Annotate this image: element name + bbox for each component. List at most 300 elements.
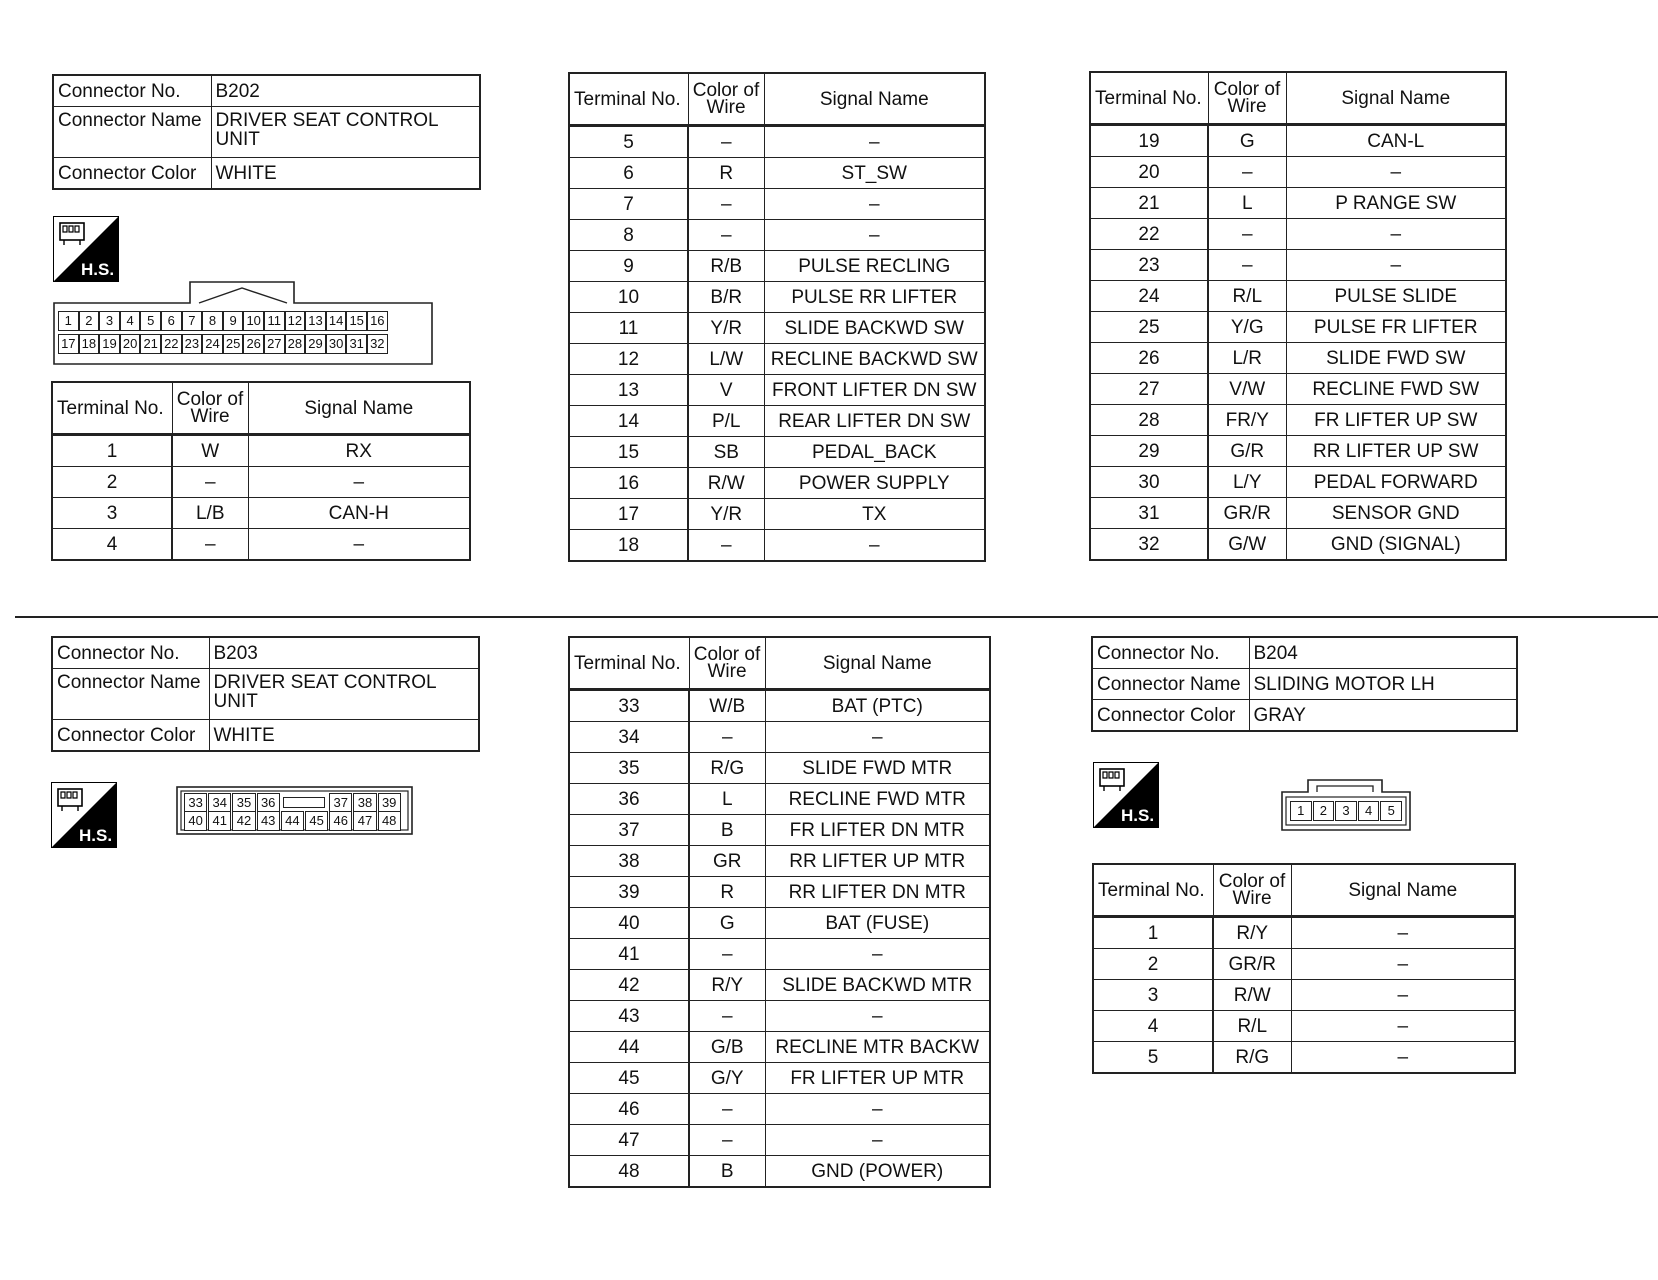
wire-color-cell: – [689, 1094, 765, 1125]
terminal-no-header: Terminal No. [569, 637, 689, 690]
signal-name-cell: BAT (FUSE) [765, 908, 990, 939]
color-of-wire-line-2: Wire [707, 661, 747, 682]
b203-name-line-1: DRIVER SEAT CONTROL [213, 672, 437, 693]
terminal-pin: 5 [140, 311, 161, 331]
color-of-wire-line-1: Color of [693, 643, 761, 665]
table-row [569, 468, 985, 499]
signal-name-cell: RR LIFTER UP SW [1286, 436, 1506, 467]
signal-name-cell: PULSE RR LIFTER [764, 282, 985, 313]
terminal-no-cell: 22 [1090, 219, 1208, 250]
table-row [1093, 917, 1515, 949]
terminal-pin: 5 [1380, 801, 1402, 821]
terminal-pin: 20 [120, 334, 141, 354]
wire-color-cell: B [689, 815, 765, 846]
table-row [569, 1094, 990, 1125]
terminal-pin: 34 [208, 793, 231, 813]
signal-name-cell: CAN-L [1286, 125, 1506, 157]
terminal-no-cell: 10 [569, 282, 688, 313]
terminal-no-cell: 47 [569, 1125, 689, 1156]
signal-name-cell: – [764, 220, 985, 251]
b204-no-value: B204 [1249, 637, 1517, 669]
color-of-wire-header [172, 382, 248, 435]
terminal-pin: 40 [184, 811, 207, 831]
signal-name-cell: – [1291, 949, 1515, 980]
signal-name-cell: CAN-H [248, 498, 470, 529]
terminal-pin: 45 [305, 811, 328, 831]
wire-color-cell: L [689, 784, 765, 815]
table-row [569, 313, 985, 344]
terminal-no-cell: 16 [569, 468, 688, 499]
color-of-wire-line-2: Wire [190, 406, 230, 427]
table-row [569, 1032, 990, 1063]
terminal-no-cell: 25 [1090, 312, 1208, 343]
terminal-no-cell: 28 [1090, 405, 1208, 436]
b204-rows [1093, 917, 1515, 1074]
b202-color-value: WHITE [211, 158, 480, 190]
table-row [569, 784, 990, 815]
terminal-no-cell: 1 [52, 435, 172, 467]
signal-name-cell: – [1291, 917, 1515, 949]
terminal-pin: 23 [182, 334, 203, 354]
terminal-no-cell: 8 [569, 220, 688, 251]
table-row [1093, 1011, 1515, 1042]
table-header-row [1090, 72, 1506, 125]
terminal-pin: 3 [1335, 801, 1357, 821]
signal-name-cell: – [765, 1125, 990, 1156]
terminal-pin: 37 [329, 793, 352, 813]
wire-color-cell: G/W [1208, 529, 1286, 561]
terminal-no-cell: 41 [569, 939, 689, 970]
terminal-no-header: Terminal No. [569, 73, 688, 126]
terminal-pin: 3 [99, 311, 120, 331]
wire-color-cell: R/L [1213, 1011, 1291, 1042]
wire-color-cell: GR/R [1213, 949, 1291, 980]
wire-color-cell: V [688, 375, 764, 406]
table-row [1090, 436, 1506, 467]
terminal-pin: 36 [257, 793, 280, 813]
color-of-wire-line-1: Color of [1213, 78, 1281, 100]
b203-color-value: WHITE [209, 720, 479, 752]
b202-rows-a [52, 435, 470, 561]
signal-name-header: Signal Name [765, 637, 990, 690]
section-divider [15, 616, 1658, 618]
table-row [1090, 219, 1506, 250]
signal-name-cell: RECLINE MTR BACKW [765, 1032, 990, 1063]
signal-name-cell: – [248, 529, 470, 561]
signal-name-cell: PEDAL FORWARD [1286, 467, 1506, 498]
terminal-pin: 1 [58, 311, 79, 331]
signal-name-cell: PULSE SLIDE [1286, 281, 1506, 312]
b203-connector-info [51, 636, 480, 752]
hs-label: H.S. [1121, 806, 1155, 825]
b204-name-row [1092, 669, 1517, 700]
terminal-no-cell: 45 [569, 1063, 689, 1094]
table-row [1093, 1042, 1515, 1074]
terminal-no-cell: 13 [569, 375, 688, 406]
terminal-pin: 26 [243, 334, 264, 354]
table-row [1090, 281, 1506, 312]
signal-name-cell: FR LIFTER UP MTR [765, 1063, 990, 1094]
terminal-no-cell: 18 [569, 530, 688, 562]
terminal-pin: 27 [264, 334, 285, 354]
terminal-no-cell: 7 [569, 189, 688, 220]
wire-color-cell: B/R [688, 282, 764, 313]
terminal-no-cell: 9 [569, 251, 688, 282]
terminal-pin: 19 [99, 334, 120, 354]
harness-side-icon [1093, 762, 1159, 828]
table-header-row [569, 73, 985, 126]
hs-label: H.S. [81, 260, 115, 279]
terminal-pin: 32 [367, 334, 388, 354]
table-row [1090, 250, 1506, 281]
table-row [569, 530, 985, 562]
terminal-no-cell: 1 [1093, 917, 1213, 949]
color-of-wire-header [1213, 864, 1291, 917]
key-slot [283, 797, 325, 808]
table-row [1090, 312, 1506, 343]
color-of-wire-header [688, 73, 764, 126]
terminal-pin: 41 [208, 811, 231, 831]
terminal-no-cell: 12 [569, 344, 688, 375]
wire-color-cell: R/W [688, 468, 764, 499]
table-row [569, 815, 990, 846]
table-row [569, 251, 985, 282]
table-row [1090, 188, 1506, 219]
signal-name-cell: RR LIFTER UP MTR [765, 846, 990, 877]
wire-color-cell: Y/G [1208, 312, 1286, 343]
terminal-pin: 4 [1358, 801, 1380, 821]
wire-color-cell: R/L [1208, 281, 1286, 312]
signal-name-cell: REAR LIFTER DN SW [764, 406, 985, 437]
color-of-wire-line-1: Color of [176, 388, 244, 410]
b202-name-line-2: UNIT [215, 129, 260, 150]
signal-name-cell: – [1286, 219, 1506, 250]
b204-color-row [1092, 700, 1517, 732]
terminal-no-cell: 46 [569, 1094, 689, 1125]
table-row [569, 1156, 990, 1188]
wire-color-cell: SB [688, 437, 764, 468]
b204-connector-info [1091, 636, 1518, 732]
signal-name-cell: BAT (PTC) [765, 690, 990, 722]
signal-name-cell: SLIDE BACKWD MTR [765, 970, 990, 1001]
terminal-pin: 38 [353, 793, 376, 813]
terminal-pin: 8 [202, 311, 223, 331]
table-row [569, 1063, 990, 1094]
terminal-pin: 18 [79, 334, 100, 354]
terminal-no-cell: 4 [52, 529, 172, 561]
wire-color-cell: – [688, 530, 764, 562]
connector-name-label: Connector Name [1092, 669, 1249, 700]
connector-name-label: Connector Name [52, 669, 209, 720]
wire-color-cell: R/Y [1213, 917, 1291, 949]
table-row [1090, 125, 1506, 157]
terminal-pin: 42 [232, 811, 255, 831]
terminal-no-cell: 3 [52, 498, 172, 529]
terminal-no-cell: 33 [569, 690, 689, 722]
terminal-no-cell: 4 [1093, 1011, 1213, 1042]
b202-name-value [211, 107, 480, 158]
wire-color-cell: P/L [688, 406, 764, 437]
table-row [569, 1001, 990, 1032]
terminal-no-cell: 30 [1090, 467, 1208, 498]
connector-color-label: Connector Color [1092, 700, 1249, 732]
table-row [52, 529, 470, 561]
table-header-row [569, 637, 990, 690]
b203-rows [569, 690, 990, 1188]
terminal-pin: 47 [353, 811, 376, 831]
wire-color-cell: G/B [689, 1032, 765, 1063]
terminal-pin: 9 [223, 311, 244, 331]
signal-name-header: Signal Name [764, 73, 985, 126]
terminal-no-cell: 27 [1090, 374, 1208, 405]
signal-name-cell: SLIDE FWD MTR [765, 753, 990, 784]
b203-terminal-table [568, 636, 991, 1188]
terminal-no-cell: 20 [1090, 157, 1208, 188]
signal-name-cell: SLIDE BACKWD SW [764, 313, 985, 344]
wire-color-cell: – [172, 467, 248, 498]
terminal-pin: 21 [140, 334, 161, 354]
wire-color-cell: GR [689, 846, 765, 877]
terminal-no-cell: 37 [569, 815, 689, 846]
connector-name-label: Connector Name [53, 107, 211, 158]
table-row [569, 126, 985, 158]
wire-color-cell: G [1208, 125, 1286, 157]
b202-no-value: B202 [211, 75, 480, 107]
terminal-pin: 4 [120, 311, 141, 331]
b202-connector-info [52, 74, 481, 190]
terminal-pin: 46 [329, 811, 352, 831]
terminal-no-cell: 23 [1090, 250, 1208, 281]
terminal-no-cell: 34 [569, 722, 689, 753]
terminal-pin: 15 [346, 311, 367, 331]
harness-side-icon [51, 782, 117, 848]
table-row [569, 939, 990, 970]
table-header-row [52, 382, 470, 435]
table-row [569, 406, 985, 437]
signal-name-cell: RECLINE FWD SW [1286, 374, 1506, 405]
table-row [1093, 949, 1515, 980]
wire-color-cell: L/B [172, 498, 248, 529]
wire-color-cell: G/Y [689, 1063, 765, 1094]
table-row [52, 498, 470, 529]
signal-name-cell: – [765, 939, 990, 970]
color-of-wire-line-2: Wire [1227, 96, 1267, 117]
signal-name-cell: GND (SIGNAL) [1286, 529, 1506, 561]
b203-no-value: B203 [209, 637, 479, 669]
table-row [52, 467, 470, 498]
terminal-pin: 31 [346, 334, 367, 354]
wire-color-cell: – [688, 126, 764, 158]
wire-color-cell: R/G [689, 753, 765, 784]
terminal-no-cell: 6 [569, 158, 688, 189]
wire-color-cell: W/B [689, 690, 765, 722]
table-row [569, 908, 990, 939]
table-row [569, 220, 985, 251]
table-row [1090, 157, 1506, 188]
signal-name-cell: – [1286, 157, 1506, 188]
table-row [569, 499, 985, 530]
terminal-no-cell: 5 [1093, 1042, 1213, 1074]
terminal-pin: 33 [184, 793, 207, 813]
b203-name-row [52, 669, 479, 720]
wire-color-cell: – [689, 722, 765, 753]
hs-label: H.S. [79, 826, 113, 845]
table-row [569, 690, 990, 722]
b202-color-row [53, 158, 480, 190]
terminal-pin: 39 [378, 793, 401, 813]
wire-color-cell: L/R [1208, 343, 1286, 374]
table-row [569, 375, 985, 406]
terminal-no-cell: 3 [1093, 980, 1213, 1011]
b203-name-line-2: UNIT [213, 691, 258, 712]
table-row [1093, 980, 1515, 1011]
terminal-no-cell: 5 [569, 126, 688, 158]
terminal-no-cell: 24 [1090, 281, 1208, 312]
signal-name-cell: SENSOR GND [1286, 498, 1506, 529]
terminal-no-cell: 35 [569, 753, 689, 784]
wire-color-cell: L/W [688, 344, 764, 375]
terminal-no-cell: 32 [1090, 529, 1208, 561]
signal-name-cell: RR LIFTER DN MTR [765, 877, 990, 908]
terminal-no-cell: 17 [569, 499, 688, 530]
terminal-no-cell: 14 [569, 406, 688, 437]
color-of-wire-line-1: Color of [1218, 870, 1286, 892]
table-row [569, 344, 985, 375]
table-header-row [1093, 864, 1515, 917]
terminal-no-cell: 36 [569, 784, 689, 815]
signal-name-cell: GND (POWER) [765, 1156, 990, 1188]
table-row [569, 877, 990, 908]
signal-name-header: Signal Name [248, 382, 470, 435]
signal-name-cell: – [248, 467, 470, 498]
terminal-no-cell: 11 [569, 313, 688, 344]
table-row [569, 282, 985, 313]
b204-name-value: SLIDING MOTOR LH [1249, 669, 1517, 700]
terminal-no-cell: 44 [569, 1032, 689, 1063]
terminal-no-cell: 29 [1090, 436, 1208, 467]
wire-color-cell: B [689, 1156, 765, 1188]
wire-color-cell: R/G [1213, 1042, 1291, 1074]
wire-color-cell: – [688, 189, 764, 220]
wire-color-cell: R [688, 158, 764, 189]
connector-color-label: Connector Color [53, 158, 211, 190]
signal-name-cell: – [764, 189, 985, 220]
terminal-pin: 43 [257, 811, 280, 831]
terminal-pin: 7 [182, 311, 203, 331]
color-of-wire-header [689, 637, 765, 690]
table-row [569, 846, 990, 877]
terminal-pin: 6 [161, 311, 182, 331]
terminal-pin: 22 [161, 334, 182, 354]
table-row [569, 970, 990, 1001]
terminal-pin: 29 [305, 334, 326, 354]
wire-color-cell: – [689, 1125, 765, 1156]
wire-color-cell: G/R [1208, 436, 1286, 467]
wire-color-cell: – [689, 1001, 765, 1032]
color-of-wire-line-2: Wire [1232, 888, 1272, 909]
terminal-no-cell: 15 [569, 437, 688, 468]
wire-color-cell: W [172, 435, 248, 467]
wire-color-cell: – [688, 220, 764, 251]
signal-name-cell: PULSE RECLING [764, 251, 985, 282]
table-row [569, 722, 990, 753]
wire-color-cell: G [689, 908, 765, 939]
b202-connector-face [53, 281, 433, 365]
b202-name-row [53, 107, 480, 158]
b203-connector-face [176, 786, 413, 835]
terminal-no-cell: 39 [569, 877, 689, 908]
terminal-pin: 11 [264, 311, 285, 331]
table-row [569, 437, 985, 468]
b202-rows-b [569, 126, 985, 562]
signal-name-cell: TX [764, 499, 985, 530]
wire-color-cell: L [1208, 188, 1286, 219]
terminal-pin: 14 [326, 311, 347, 331]
table-row [569, 158, 985, 189]
signal-name-cell: PULSE FR LIFTER [1286, 312, 1506, 343]
terminal-no-cell: 26 [1090, 343, 1208, 374]
signal-name-cell: P RANGE SW [1286, 188, 1506, 219]
b203-name-value [209, 669, 479, 720]
table-row [569, 1125, 990, 1156]
terminal-no-cell: 42 [569, 970, 689, 1001]
wire-color-cell: – [689, 939, 765, 970]
signal-name-cell: – [1291, 1011, 1515, 1042]
terminal-pin: 24 [202, 334, 223, 354]
wire-color-cell: R/W [1213, 980, 1291, 1011]
wire-color-cell: FR/Y [1208, 405, 1286, 436]
wire-color-cell: R/Y [689, 970, 765, 1001]
terminal-pin: 1 [1290, 801, 1312, 821]
signal-name-header: Signal Name [1291, 864, 1515, 917]
table-row [1090, 467, 1506, 498]
terminal-pin: 16 [367, 311, 388, 331]
table-row [569, 753, 990, 784]
terminal-no-cell: 2 [1093, 949, 1213, 980]
b202-terminal-table-3 [1089, 71, 1507, 561]
b202-rows-c [1090, 125, 1506, 561]
b202-no-row [53, 75, 480, 107]
wire-color-cell: – [1208, 250, 1286, 281]
terminal-no-cell: 21 [1090, 188, 1208, 219]
terminal-no-cell: 19 [1090, 125, 1208, 157]
terminal-pin: 48 [378, 811, 401, 831]
signal-name-header: Signal Name [1286, 72, 1506, 125]
color-of-wire-line-2: Wire [706, 97, 746, 118]
signal-name-cell: SLIDE FWD SW [1286, 343, 1506, 374]
connector-no-label: Connector No. [1092, 637, 1249, 669]
terminal-no-cell: 2 [52, 467, 172, 498]
b202-terminal-table-1 [51, 381, 471, 561]
terminal-pin: 30 [326, 334, 347, 354]
wire-color-cell: – [172, 529, 248, 561]
terminal-pin: 44 [281, 811, 304, 831]
signal-name-cell: FR LIFTER DN MTR [765, 815, 990, 846]
wire-color-cell: V/W [1208, 374, 1286, 405]
signal-name-cell: – [764, 126, 985, 158]
terminal-no-cell: 31 [1090, 498, 1208, 529]
table-row [1090, 374, 1506, 405]
terminal-pin: 2 [1313, 801, 1335, 821]
wire-color-cell: GR/R [1208, 498, 1286, 529]
terminal-no-header: Terminal No. [1093, 864, 1213, 917]
wire-color-cell: L/Y [1208, 467, 1286, 498]
b204-no-row [1092, 637, 1517, 669]
table-row [1090, 343, 1506, 374]
signal-name-cell: – [765, 722, 990, 753]
terminal-no-cell: 38 [569, 846, 689, 877]
signal-name-cell: POWER SUPPLY [764, 468, 985, 499]
